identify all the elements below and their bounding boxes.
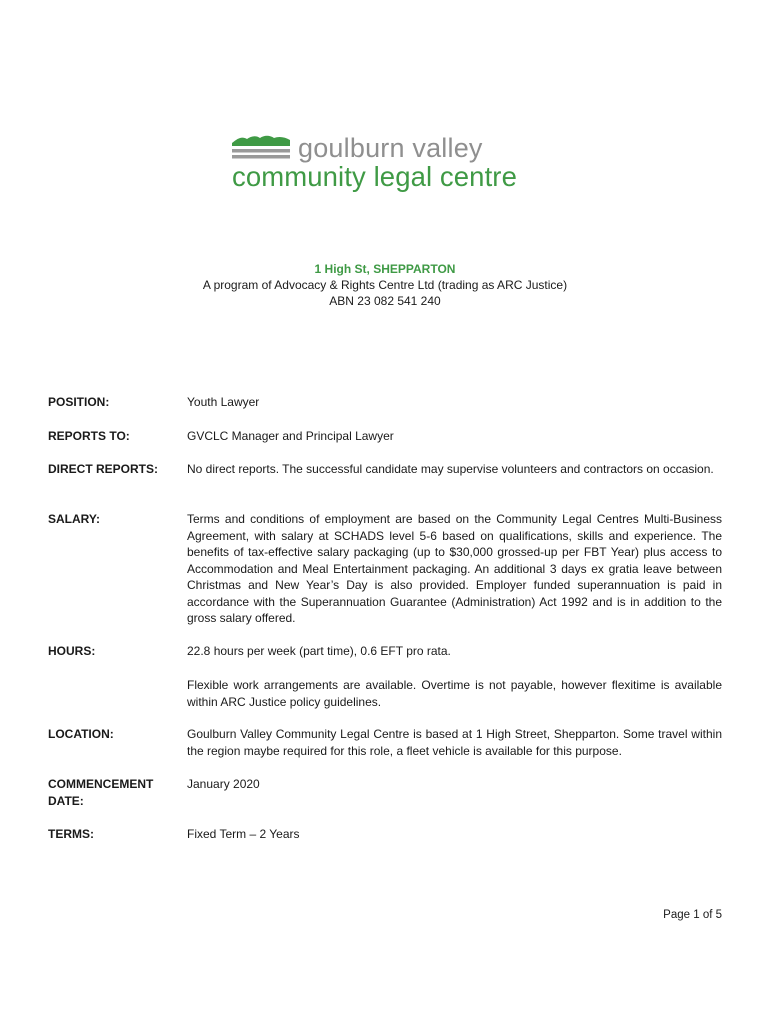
address-street: 1 High St, SHEPPARTON	[314, 262, 456, 276]
position-label: POSITION:	[48, 395, 110, 409]
logo-text-line1: goulburn valley	[298, 133, 483, 163]
location-value: Goulburn Valley Community Legal Centre is based at 1 High Street, Shepparton. Some travel within the region maybe required for this role, a fleet vehicle is available for this purpose.	[187, 727, 722, 758]
page-number: Page 1 of 5	[663, 909, 722, 921]
hours-value: 22.8 hours per week (part time), 0.6 EFT pro rata.	[187, 644, 451, 658]
address-abn: ABN 23 082 541 240	[329, 294, 441, 308]
commencement-label-line2: DATE:	[48, 794, 84, 808]
landscape-hills-icon	[232, 135, 292, 161]
commencement-value: January 2020	[187, 777, 260, 791]
logo-text-line2: community legal centre	[232, 161, 517, 192]
commencement-label	[48, 776, 178, 810]
hours-note: Flexible work arrangements are available. Overtime is not payable, however flexitime is available within ARC Justice policy guidelines.	[187, 678, 722, 709]
reports-to-value: GVCLC Manager and Principal Lawyer	[187, 429, 394, 443]
commencement-label-line1: COMMENCEMENT	[48, 777, 154, 791]
salary-label: SALARY:	[48, 512, 100, 526]
salary-value: Terms and conditions of employment are based on the Community Legal Centres Multi-Business Agreement, with salary at SCHADS level 5-6 based on qualifications, skills and experience. The benefits of tax-effective salary packaging (up to $30,000 grossed-up per FBT Year) plus access to Accommodation and Meal Entertainment packaging. An additional 3 days ex gratia leave between Christmas and New Year’s Day is also provided. Employer funded superannuation is paid in accordance with the Superannuation Guarantee (Administration) Act 1992 and is in addition to the gross salary offered.	[187, 512, 722, 625]
terms-value: Fixed Term – 2 Years	[187, 827, 300, 841]
location-label: LOCATION:	[48, 727, 114, 741]
gvclc-logo	[232, 132, 552, 198]
terms-label: TERMS:	[48, 827, 94, 841]
direct-reports-label: DIRECT REPORTS:	[48, 462, 159, 476]
reports-to-label: REPORTS TO:	[48, 429, 130, 443]
hours-label: HOURS:	[48, 644, 96, 658]
position-value: Youth Lawyer	[187, 395, 260, 409]
address-program: A program of Advocacy & Rights Centre Ltd (trading as ARC Justice)	[202, 278, 568, 292]
direct-reports-value: No direct reports. The successful candidate may supervise volunteers and contractors on occasion.	[187, 462, 714, 476]
